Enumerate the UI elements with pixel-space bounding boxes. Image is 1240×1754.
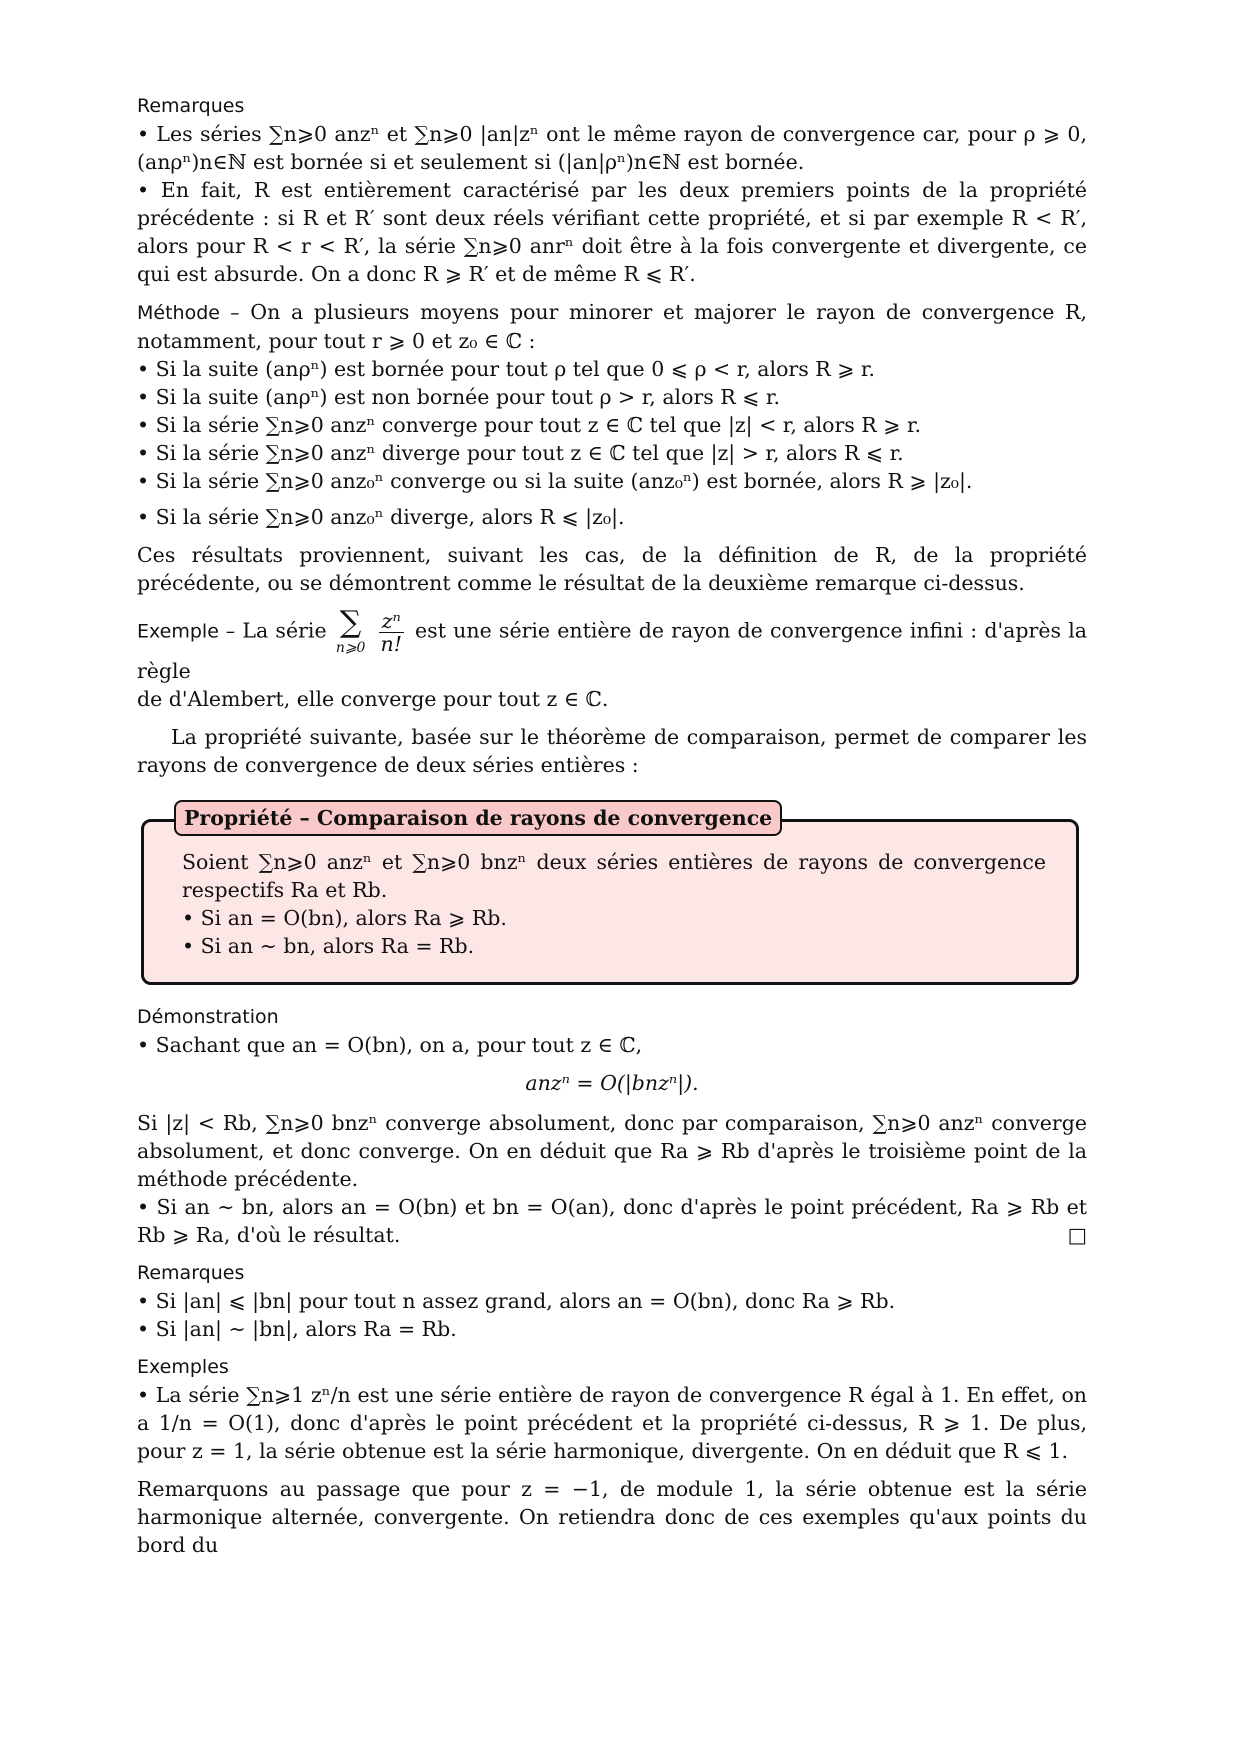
propriete-box — [141, 806, 1079, 985]
remarques-2-heading: Remarques — [137, 1262, 245, 1284]
exemple-post: est une série entière de rayon de convergence infini : d'après la règle — [137, 618, 1087, 683]
methode-item-5: • Si la série ∑n⩾0 anz₀ⁿ converge ou si la suite (anz₀ⁿ) est bornée, alors R ⩾ |z₀|. — [137, 469, 973, 493]
demonstration-line-2: Si |z| < Rb, ∑n⩾0 bnzⁿ converge absolument, donc par comparaison, ∑n⩾0 anzⁿ converge absolument, et donc converge. On en déduit que Ra ⩾ Rb d'après le troisième point de la méthode précédente. — [137, 1111, 1087, 1191]
document-page — [137, 92, 1087, 1559]
remarques-heading: Remarques — [137, 95, 245, 117]
propriete-item-1: • Si an = O(bn), alors Ra ⩾ Rb. — [182, 906, 507, 930]
demonstration-equation: anzⁿ = O(|bnzⁿ|). — [525, 1071, 699, 1095]
methode-conclusion: Ces résultats proviennent, suivant les cas, de la définition de R, de la propriété précédente, ou se démontrent comme le résultat de la deuxième remarque ci-dessus. — [137, 543, 1087, 595]
exemple-line-2: de d'Alembert, elle converge pour tout z ∈ ℂ. — [137, 687, 609, 711]
demonstration-line-3: • Si an ∼ bn, alors an = O(bn) et bn = O(an), donc d'après le point précédent, Ra ⩾ Rb et Rb ⩾ Ra, d'où le résultat. □ — [137, 1195, 1087, 1247]
remarque-bullet-1: • Les séries ∑n⩾0 anzⁿ et ∑n⩾0 |an|zⁿ ont le même rayon de convergence car, pour ρ ⩾ 0, (anρⁿ)n∈ℕ est bornée si et seulement si (|an|ρⁿ)n∈ℕ est bornée. — [137, 122, 1087, 174]
propriete-item-2: • Si an ∼ bn, alors Ra = Rb. — [182, 934, 475, 958]
remarque-2-item-2: • Si |an| ∼ |bn|, alors Ra = Rb. — [137, 1317, 457, 1341]
demonstration-line-1: • Sachant que an = O(bn), on a, pour tout z ∈ ℂ, — [137, 1033, 643, 1057]
demonstration-heading: Démonstration — [137, 1006, 279, 1028]
remarque-bullet-2: • En fait, R est entièrement caractérisé par les deux premiers points de la propriété précédente : si R et R′ sont deux réels vérifiant cette propriété, et si par exemple R < R′, alors pour R < r < R′, la série ∑n⩾0 anrⁿ doit être à la fois convergente et divergente, ce qui est absurde. On a donc R ⩾ R′ et de même R ⩽ R′. — [137, 178, 1087, 286]
exemple-label: Exemple – — [137, 620, 236, 643]
methode-label: Méthode – — [137, 302, 240, 324]
propriete-title: Propriété – Comparaison de rayons de convergence — [174, 800, 782, 836]
remarque-2-item-1: • Si |an| ⩽ |bn| pour tout n assez grand, alors an = O(bn), donc Ra ⩾ Rb. — [137, 1289, 896, 1313]
methode-item-6: • Si la série ∑n⩾0 anz₀ⁿ diverge, alors R ⩽ |z₀|. — [137, 505, 625, 529]
exemples-heading: Exemples — [137, 1356, 229, 1378]
methode-intro: On a plusieurs moyens pour minorer et majorer le rayon de convergence R, notamment, pour tout r ⩾ 0 et z₀ ∈ ℂ : — [137, 300, 1087, 353]
methode-intro-paragraph — [137, 298, 1087, 355]
fraction: $\frac{\text{zⁿ}}{n!}$ — [380, 608, 402, 656]
sum-symbol: ∑ n⩾0 — [335, 605, 366, 656]
exemples-paragraph-2: Remarquons au passage que pour z = −1, de module 1, la série obtenue est la série harmonique alternée, convergente. On retiendra donc de ces exemples qu'aux points du bord du — [137, 1477, 1087, 1557]
exemple-pre: La série — [242, 618, 327, 643]
methode-item-3: • Si la série ∑n⩾0 anzⁿ converge pour tout z ∈ ℂ tel que |z| < r, alors R ⩾ r. — [137, 413, 922, 437]
methode-item-1: • Si la suite (anρⁿ) est bornée pour tout ρ tel que 0 ⩽ ρ < r, alors R ⩾ r. — [137, 357, 875, 381]
methode-item-4: • Si la série ∑n⩾0 anzⁿ diverge pour tout z ∈ ℂ tel que |z| > r, alors R ⩽ r. — [137, 441, 904, 465]
methode-item-2: • Si la suite (anρⁿ) est non bornée pour tout ρ > r, alors R ⩽ r. — [137, 385, 780, 409]
propriete-intro: Soient ∑n⩾0 anzⁿ et ∑n⩾0 bnzⁿ deux séries entières de rayons de convergence respectifs Ra et Rb. — [182, 850, 1046, 902]
exemple-paragraph — [137, 607, 1087, 685]
qed-square: □ — [1067, 1223, 1087, 1247]
transition-paragraph: La propriété suivante, basée sur le théorème de comparaison, permet de comparer les rayons de convergence de deux séries entières : — [137, 725, 1087, 777]
exemples-bullet-1: • La série ∑n⩾1 zⁿ/n est une série entière de rayon de convergence R égal à 1. En effet, on a 1/n = O(1), donc d'après le point précédent et la propriété ci-dessus, R ⩾ 1. De plus, pour z = 1, la série obtenue est la série harmonique, divergente. On en déduit que R ⩽ 1. — [137, 1383, 1087, 1463]
